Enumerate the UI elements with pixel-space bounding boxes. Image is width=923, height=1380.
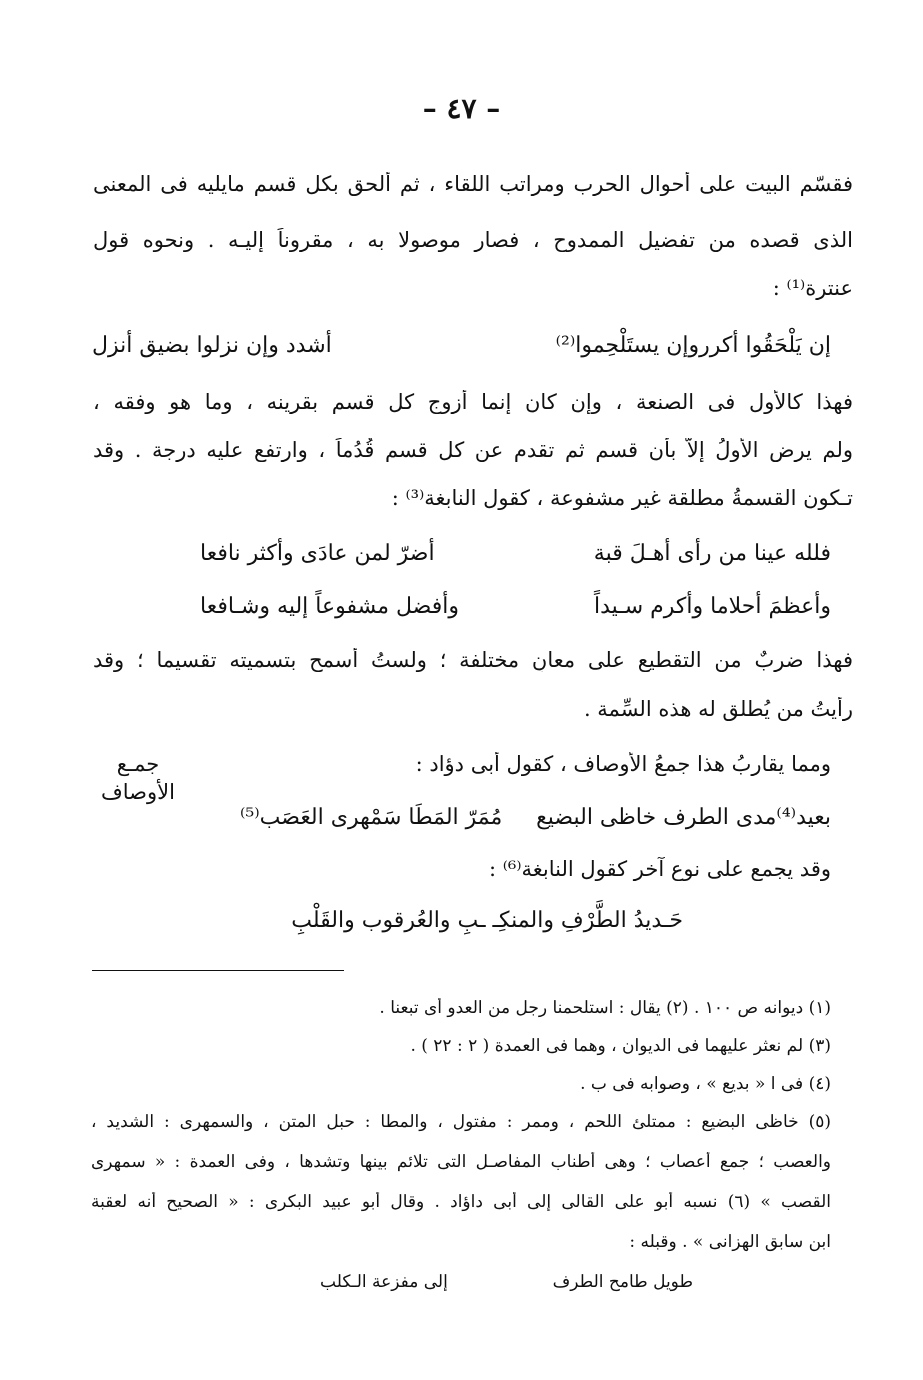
body3-line-2: رأيتُ من يُطلق له هذه السِّمة . [583,697,853,721]
verse-4: حَـديدُ الطَّرْفِ والمنكِـ ـبِ والعُرقوب والقَلْبِ [291,908,683,933]
body-line-3: عنترة⁽¹⁾ : [772,276,853,300]
footnote-1-2: (١) ديوانه ص ١٠٠ . (٢) يقال : استلحمنا رجل من العدو أى تبعنا . [379,998,831,1018]
body2-line-2: ولم يرض الأولُ إلاّ بأن قسم ثم تقدم عن كل قسم قُدُماً ، وارتفع عليه درجة . وقد [93,438,853,462]
body2-line-3: تـكون القسمةُ مطلقة غير مشفوعة ، كقول النابغة⁽³⁾ : [391,486,853,510]
footnote-6-line-1: القصب » (٦) نسبه أبو على القالى إلى أبى داؤاد . وقال أبو عبيد البكرى : « الصحيح أنه لعقبة [91,1192,831,1212]
verse-2-line-1-first: فلله عينا من رأى أهـلَ قبة [593,541,831,566]
verse-2-line-1-second: أضرّ لمن عادَى وأكثر نافعا [200,541,435,566]
body-line-2: الذى قصده من تفضيل الممدوح ، فصار موصولا به ، مقروناً إليـه . ونحوه قول [93,228,853,252]
footnote-4: (٤) فى ا « بديع » ، وصوابه فى ب . [580,1074,831,1094]
verse-1-first-hemistich: إن يَلْحَقُوا أكرروإن يستَلْحِموا⁽²⁾ [555,333,831,358]
body4-line: ومما يقاربُ هذا جمعُ الأوصاف ، كقول أبى دؤاد : [415,752,831,776]
footnote-5-line-1: (٥) خاظى البضيع : ممتلئ اللحم ، وممر : مفتول ، والمطا : حبل المتن ، والسمهرى : الشديد ، [91,1112,831,1132]
verse-3-second-hemistich: مُمَرّ المَطَا سَمْهرى العَصَب⁽⁵⁾ [240,805,503,830]
body3-line-1: فهذا ضربٌ من التقطيع على معانٍ مختلفة ؛ ولستُ أسمح بتسميته تقسيما ؛ وقد [93,648,853,672]
body-line-1: فقسّم البيت على أحوال الحرب ومراتب اللقاء ، ثم ألحق بكل قسم مايليه فى المعنى [93,172,853,196]
verse-2-line-2-first: وأعظمَ أحلاما وأكرم سـيداً [593,594,831,619]
footnote-3: (٣) لم نعثر عليهما فى الديوان ، وهما فى العمدة ( ٢ : ٢٢ ) . [410,1036,831,1056]
footnote-separator [92,970,344,971]
verse-3-first-hemistich: بعيد⁽⁴⁾مدى الطرف خاظى البضيع [536,805,831,830]
footnote-5-line-2: والعصب ؛ جمع أعصاب ؛ وهى أطناب المفاصـل التى تلائم بينها وتشدها ، وفى العمدة : « سمهرى [91,1152,831,1172]
footnote-verse-second: إلى مفزعة الـكلب [320,1272,448,1292]
page-number: – ٤٧ – [422,92,501,125]
footnote-6-line-2: ابن سابق الهزانى » . وقبله : [629,1232,831,1252]
verse-1-second-hemistich: أشدد وإن نزلوا بضيق أنزل [92,333,332,358]
margin-heading-line-2: الأوصاف [101,780,175,804]
verse-2-line-2-second: وأفضل مشفوعاً إليه وشـافعا [200,594,459,619]
body5-line: وقد يجمع على نوع آخر كقول النابغة⁽⁶⁾ : [488,857,831,881]
footnote-verse-first: طويل طامح الطرف [552,1272,693,1292]
margin-heading-line-1: جمـع [116,752,160,776]
margin-heading [92,750,184,806]
body2-line-1: فهذا كالأول فى الصنعة ، وإن كان إنما أزوج كل قسم بقرينه ، وما هو وفقه ، [93,390,853,414]
